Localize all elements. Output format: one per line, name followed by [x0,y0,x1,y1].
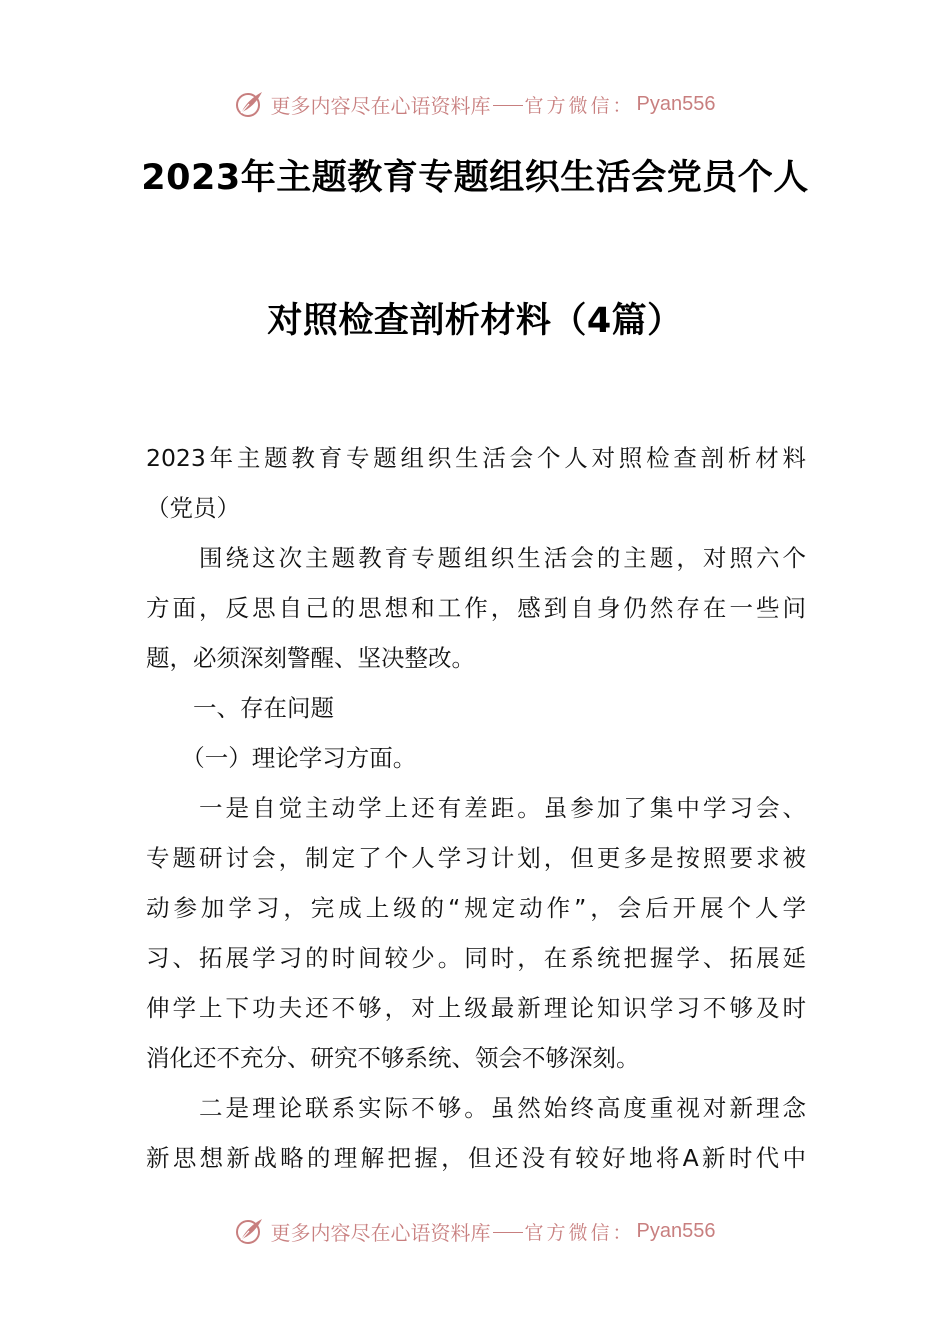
watermark-main-text: 更多内容尽在心语资料库 [270,1220,491,1245]
quill-logo-icon [235,89,265,119]
watermark-dash [493,1232,523,1233]
body-line: 题，必须深刻警醒、坚决整改。 [146,644,475,672]
document-title-line-2: 对照检查剖析材料（4篇） [267,301,683,341]
body-line: 新思想新战略的理解把握，但还没有较好地将A新时代中 [146,1144,806,1172]
body-line: 消化还不充分、研究不够系统、领会不够深刻。 [146,1044,640,1072]
watermark-wechat-label: 官方微信： [524,94,635,117]
quill-logo-icon [235,1216,265,1246]
body-line: 2023年主题教育专题组织生活会个人对照检查剖析材料 [146,444,806,472]
watermark-wechat-id: Pyan556 [636,1219,716,1242]
body-line: 围绕这次主题教育专题组织生活会的主题，对照六个 [146,544,806,572]
body-line: 动参加学习，完成上级的“规定动作”，会后开展个人学 [146,894,806,922]
body-line: 专题研讨会，制定了个人学习计划，但更多是按照要求被 [146,844,806,872]
watermark-wechat-label: 官方微信： [524,1221,635,1244]
body-line: 一、存在问题 [146,694,334,722]
body-line: 一是自觉主动学上还有差距。虽参加了集中学习会、 [146,794,806,822]
watermark-dash [493,105,523,106]
body-line: 二是理论联系实际不够。虽然始终高度重视对新理念 [146,1094,806,1122]
watermark-main-text: 更多内容尽在心语资料库 [270,93,491,118]
header-watermark [0,84,950,124]
body-line: （党员） [146,494,240,522]
document-title-line-1: 2023年主题教育专题组织生活会党员个人 [141,158,809,198]
body-line: 方面，反思自己的思想和工作，感到自身仍然存在一些问 [146,594,806,622]
body-line: 伸学上下功夫还不够，对上级最新理论知识学习不够及时 [146,994,806,1022]
body-line: 习、拓展学习的时间较少。同时，在系统把握学、拓展延 [146,944,806,972]
footer-watermark [0,1211,950,1251]
body-line: （一）理论学习方面。 [146,744,417,772]
watermark-wechat-id: Pyan556 [636,92,716,115]
